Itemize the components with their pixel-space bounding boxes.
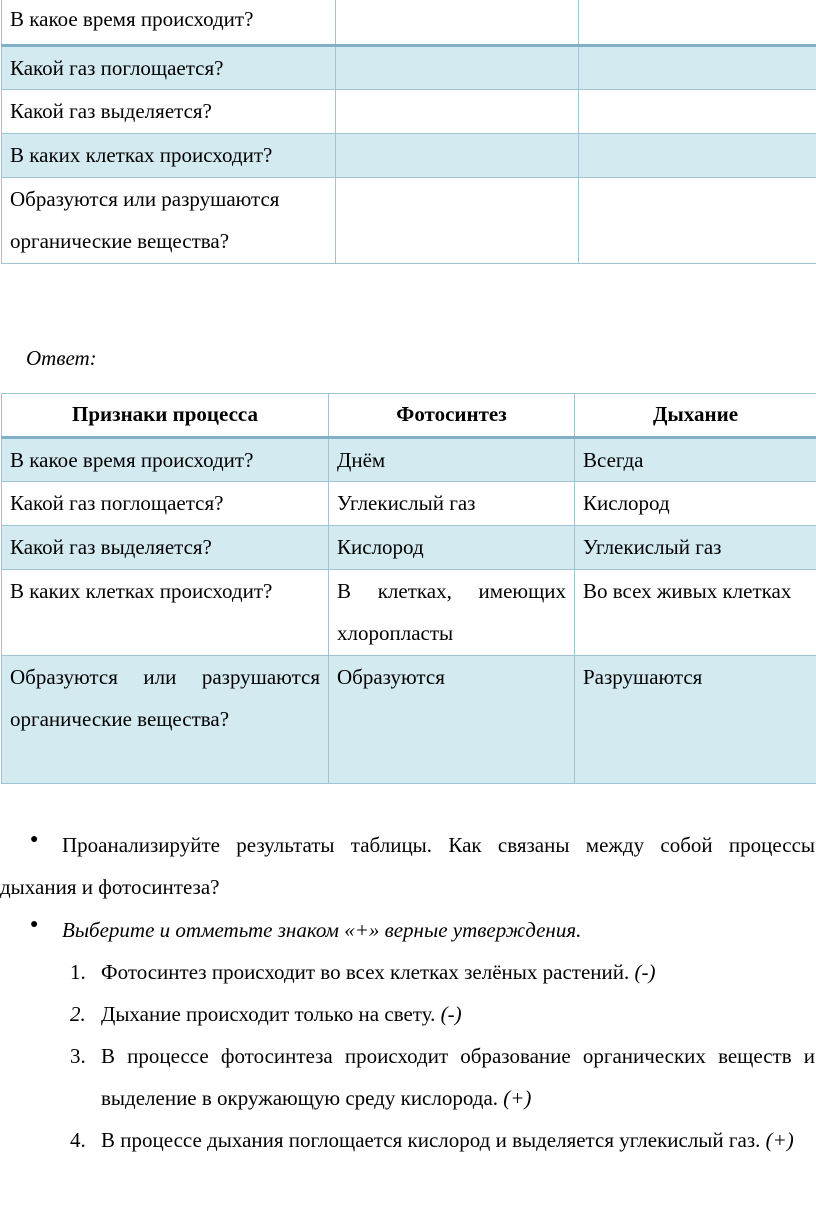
table-cell: Какой газ выделяется? xyxy=(2,526,329,570)
column-header: Фотосинтез xyxy=(329,394,575,438)
statement-number: 2. xyxy=(70,1002,86,1026)
table-cell: Образуются или разрушаются органические вещества? xyxy=(2,656,329,784)
empty-cell xyxy=(579,133,816,177)
statement-item xyxy=(101,993,815,1035)
answer-label: Ответ: xyxy=(26,346,97,370)
question-cell: Какой газ выделяется? xyxy=(2,89,336,133)
question-cell: В какое время происходит? xyxy=(2,0,336,45)
table-cell: Углекислый газ xyxy=(329,482,575,526)
table-cell: Днём xyxy=(329,438,575,482)
table-row xyxy=(2,526,816,570)
table-cell: В каких клетках происходит? xyxy=(2,570,329,656)
task-select xyxy=(62,909,815,951)
table-cell: Образуются xyxy=(329,656,575,784)
table-cell: Углекислый газ xyxy=(575,526,816,570)
task-analyze xyxy=(0,824,815,908)
statement-number: 4. xyxy=(70,1128,86,1152)
column-header: Признаки процесса xyxy=(2,394,329,438)
table-cell: Всегда xyxy=(575,438,816,482)
statement-number: 3. xyxy=(70,1044,86,1068)
statement-item xyxy=(101,1119,815,1161)
table-cell: Разрушаются xyxy=(575,656,816,784)
table-row xyxy=(2,133,816,177)
table-row xyxy=(2,0,816,45)
answer-table xyxy=(1,393,816,784)
table-cell: Кислород xyxy=(575,482,816,526)
bullet-icon: ● xyxy=(30,832,39,847)
statement-item xyxy=(101,1035,815,1119)
empty-cell xyxy=(336,177,579,263)
task-select-text: Выберите и отметьте знаком «+» верные утверждения. xyxy=(62,918,582,942)
task-analyze-text: Проанализируйте результаты таблицы. Как связаны между собой процессы дыхания и фотосинтеза? xyxy=(0,833,815,899)
statement-mark: (+) xyxy=(765,1128,794,1152)
statement-text: Фотосинтез происходит во всех клетках зелёных растений. xyxy=(101,960,630,984)
question-cell: Образуются или разрушаются органические вещества? xyxy=(2,177,336,263)
table-cell: В какое время происходит? xyxy=(2,438,329,482)
column-header: Дыхание xyxy=(575,394,816,438)
bullet-icon: ● xyxy=(30,917,39,932)
empty-cell xyxy=(579,0,816,45)
table-row xyxy=(2,45,816,89)
table-cell: Какой газ поглощается? xyxy=(2,482,329,526)
empty-cell xyxy=(579,177,816,263)
empty-cell xyxy=(579,45,816,89)
question-table xyxy=(1,0,816,264)
statement-text: В процессе фотосинтеза происходит образование органических веществ и выделение в окружающую среду кислорода. xyxy=(101,1044,815,1110)
empty-cell xyxy=(336,45,579,89)
empty-cell xyxy=(579,89,816,133)
table-cell: Во всех живых клетках xyxy=(575,570,816,656)
table-row xyxy=(2,438,816,482)
table-header-row xyxy=(2,394,816,438)
statement-item xyxy=(101,951,815,993)
empty-cell xyxy=(336,0,579,45)
statement-mark: (-) xyxy=(634,960,656,984)
empty-cell xyxy=(336,89,579,133)
statement-text: Дыхание происходит только на свету. xyxy=(101,1002,436,1026)
question-cell: В каких клетках происходит? xyxy=(2,133,336,177)
table-cell: В клетках, имеющих хлоропласты xyxy=(329,570,575,656)
table-row xyxy=(2,482,816,526)
statement-text: В процессе дыхания поглощается кислород и выделяется углекислый газ. xyxy=(101,1128,761,1152)
table-row xyxy=(2,177,816,263)
statement-mark: (-) xyxy=(440,1002,462,1026)
table-row xyxy=(2,656,816,784)
table-row xyxy=(2,89,816,133)
question-cell: Какой газ поглощается? xyxy=(2,45,336,89)
table-row xyxy=(2,570,816,656)
empty-cell xyxy=(336,133,579,177)
statement-number: 1. xyxy=(70,960,86,984)
table-cell: Кислород xyxy=(329,526,575,570)
statement-mark: (+) xyxy=(503,1086,532,1110)
